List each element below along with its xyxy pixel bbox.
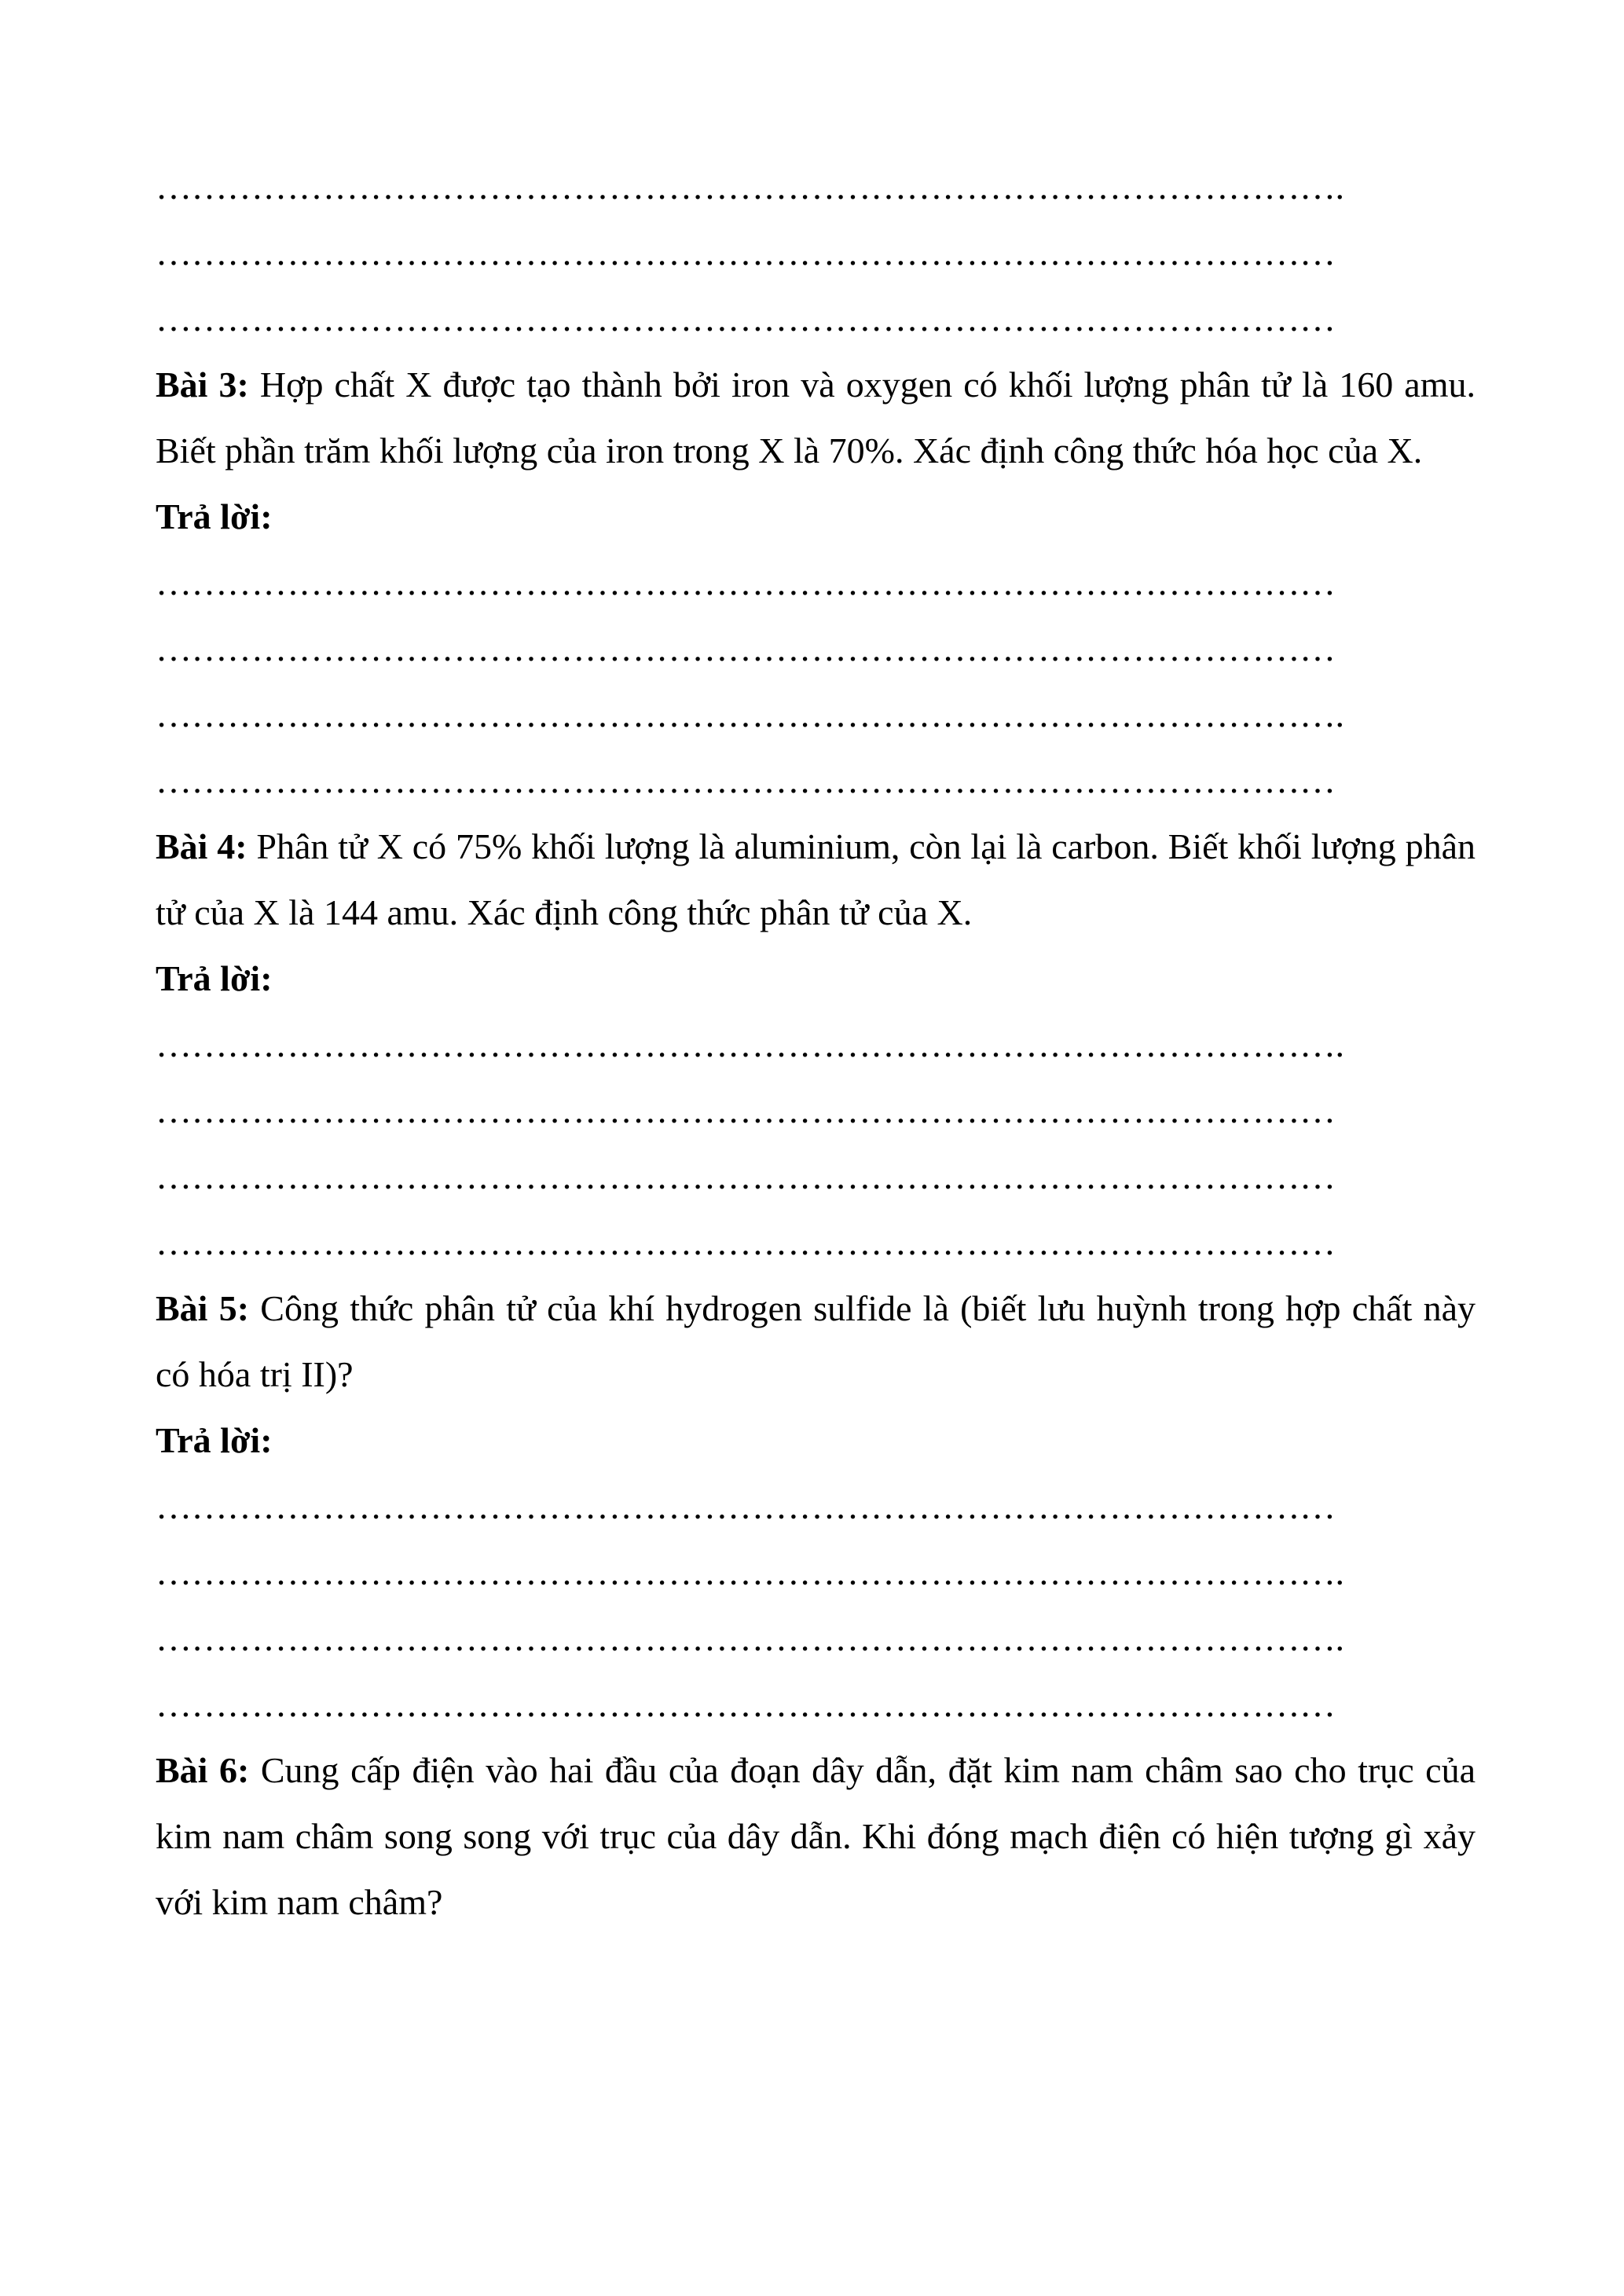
exercise-6-text: Cung cấp điện vào hai đầu của đoạn dây dẫn, đặt kim nam châm sao cho trục của kim nam châm song song với trục của dây dẫn. Khi đóng mạch điện có hiện tượng gì xảy với kim nam châm? [156, 1750, 1476, 1922]
answer-line: ………………………………………………………………………………………. [156, 1618, 1344, 1658]
exercise-5-label: Bài 5: [156, 1288, 250, 1328]
answer-line: ……………………………………………………………………………………… [156, 1222, 1336, 1262]
answer-line: ………………………………………………………………………………………. [156, 694, 1344, 734]
exercise-3-label: Bài 3: [156, 364, 249, 405]
exercise-3-answer-label: Trả lời: [156, 496, 273, 536]
exercise-6-label: Bài 6: [156, 1750, 250, 1790]
answer-line: ……………………………………………………………………………………… [156, 233, 1336, 273]
exercise-4-text: Phân tử X có 75% khối lượng là aluminium, còn lại là carbon. Biết khối lượng phân tử của X là 144 amu. Xác định công thức phân tử của X. [156, 826, 1476, 932]
answer-line: ……………………………………………………………………………………… [156, 562, 1336, 602]
exercise-4-answer-label: Trả lời: [156, 958, 273, 998]
document-content [156, 154, 1476, 1935]
exercise-5-question [156, 1276, 1476, 1408]
answer-line: ……………………………………………………………………………………… [156, 1090, 1336, 1130]
answer-line: ……………………………………………………………………………………… [156, 760, 1336, 800]
exercise-3-text: Hợp chất X được tạo thành bởi iron và oxygen có khối lượng phân tử là 160 amu. Biết phần trăm khối lượng của iron trong X là 70%. Xác định công thức hóa học của X. [156, 364, 1476, 471]
answer-line: ………………………………………………………………………………………. [156, 167, 1344, 207]
exercise-5-text: Công thức phân tử của khí hydrogen sulfide là (biết lưu huỳnh trong hợp chất này có hóa trị II)? [156, 1288, 1476, 1394]
exercise-4-question [156, 814, 1476, 946]
answer-line: ……………………………………………………………………………………… [156, 1684, 1336, 1724]
exercise-3-question [156, 352, 1476, 484]
answer-line: ……………………………………………………………………………………… [156, 628, 1336, 668]
answer-line: ……………………………………………………………………………………… [156, 298, 1336, 339]
answer-line: ……………………………………………………………………………………… [156, 1156, 1336, 1196]
exercise-4-label: Bài 4: [156, 826, 247, 866]
exercise-6-question [156, 1738, 1476, 1935]
answer-line: ……………………………………………………………………………………… [156, 1486, 1336, 1526]
exercise-5-answer-label: Trả lời: [156, 1420, 273, 1460]
answer-line: ………………………………………………………………………………………. [156, 1024, 1344, 1064]
answer-line: ………………………………………………………………………………………. [156, 1552, 1344, 1592]
